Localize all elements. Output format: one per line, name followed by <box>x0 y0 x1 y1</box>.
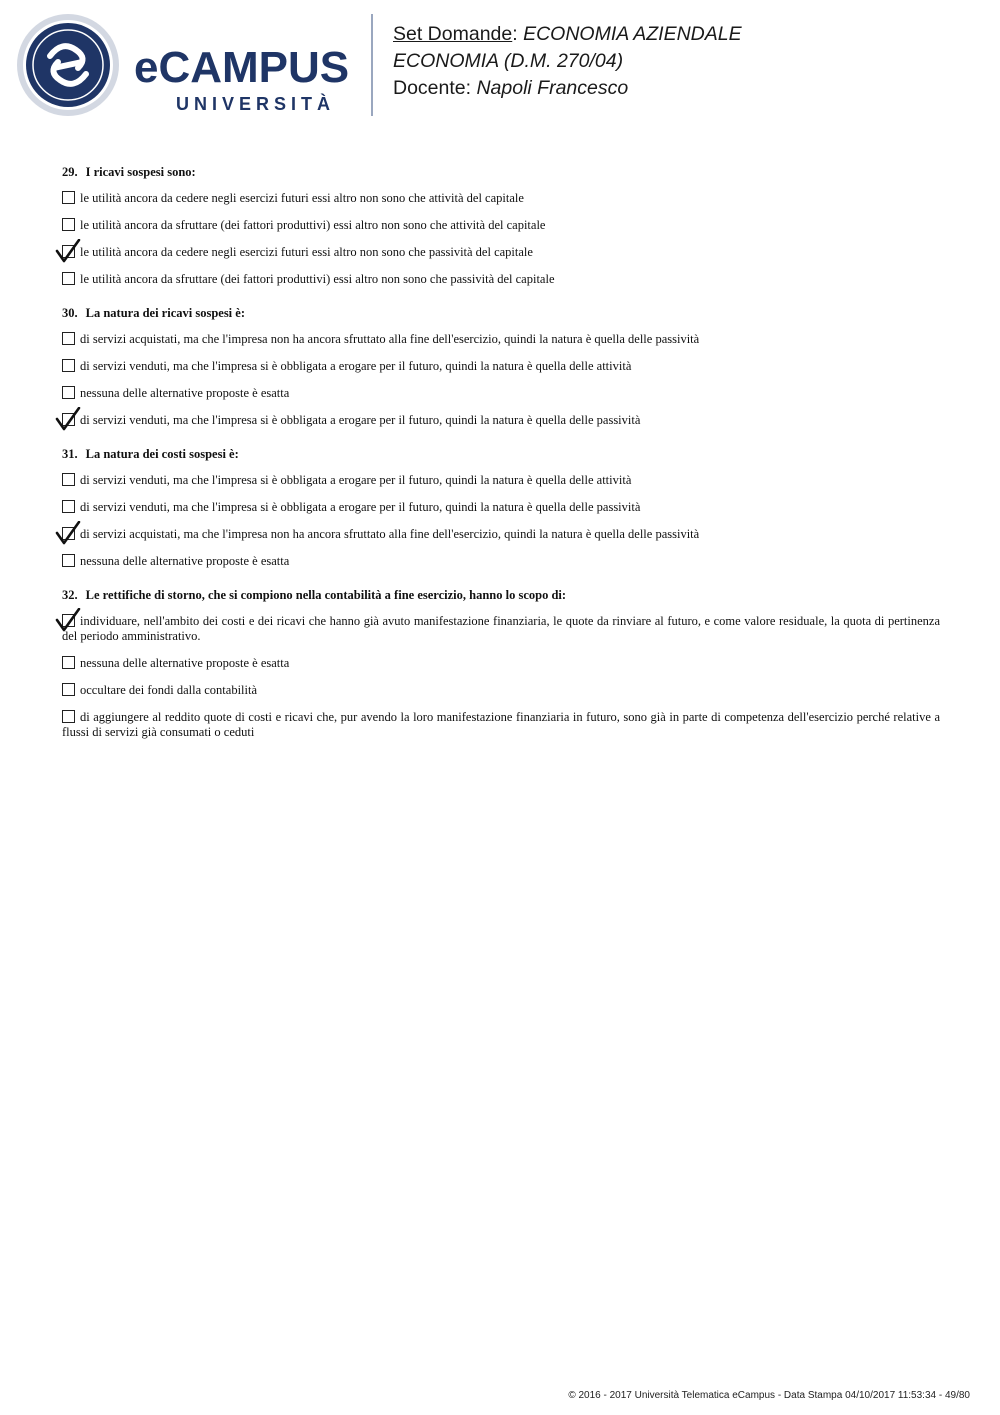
answer-option[interactable] <box>62 218 940 233</box>
checkbox[interactable] <box>62 359 75 372</box>
question-30 <box>62 305 940 428</box>
answer-option[interactable] <box>62 272 940 287</box>
checkbox[interactable] <box>62 710 75 723</box>
question-list <box>62 164 940 758</box>
option-label: di aggiungere al reddito quote di costi e ricavi che, pur avendo la loro manifestazione finanziaria in futuro, sono già in parte di competenza dell'esercizio perché relative a flussi di servizi già consumati o ceduti <box>62 710 940 739</box>
option-label: di servizi acquistati, ma che l'impresa non ha ancora sfruttato alla fine dell'esercizio, quindi la natura è quella delle passività <box>80 527 700 541</box>
option-label: di servizi acquistati, ma che l'impresa non ha ancora sfruttato alla fine dell'esercizio, quindi la natura è quella delle passività <box>80 332 700 346</box>
set-label: Set Domande <box>393 23 513 45</box>
checkbox[interactable] <box>62 272 75 285</box>
question-title <box>62 587 940 603</box>
option-label: le utilità ancora da sfruttare (dei fattori produttivi) essi altro non sono che attività del capitale <box>80 218 546 232</box>
question-number: 32. <box>62 588 78 602</box>
question-text: La natura dei ricavi sospesi è: <box>85 306 245 320</box>
checkbox[interactable] <box>62 332 75 345</box>
option-label: le utilità ancora da cedere negli esercizi futuri essi altro non sono che passività del capitale <box>80 245 533 259</box>
option-label: nessuna delle alternative proposte è esatta <box>80 554 290 568</box>
option-label: di servizi venduti, ma che l'impresa si è obbligata a erogare per il futuro, quindi la natura è quella delle passività <box>80 413 641 427</box>
answer-option[interactable] <box>62 710 940 740</box>
option-label: nessuna delle alternative proposte è esatta <box>80 386 290 400</box>
question-number: 30. <box>62 306 78 320</box>
course-title: ECONOMIA AZIENDALE <box>523 23 742 45</box>
ecampus-logo <box>14 14 360 122</box>
header-divider <box>371 14 373 116</box>
option-label: individuare, nell'ambito dei costi e dei ricavi che hanno già avuto manifestazione finanziaria, le quote da rinviare al futuro, e come valore residuale, la quota di pertinenza del periodo amministrativo. <box>62 614 940 643</box>
program-line <box>393 48 742 75</box>
checkbox[interactable] <box>62 656 75 669</box>
docente-label: Docente: <box>393 77 477 99</box>
question-number: 29. <box>62 165 78 179</box>
answer-option[interactable] <box>62 554 940 569</box>
svg-text:UNIVERSITÀ: UNIVERSITÀ <box>176 94 336 114</box>
question-29 <box>62 164 940 287</box>
checkmark-icon <box>55 239 81 263</box>
svg-text:eCAMPUS: eCAMPUS <box>134 43 350 92</box>
answer-option[interactable] <box>62 359 940 374</box>
answer-option[interactable] <box>62 332 940 347</box>
checkmark-icon <box>55 608 81 632</box>
question-31 <box>62 446 940 569</box>
question-title <box>62 446 940 462</box>
question-text: Le rettifiche di storno, che si compiono nella contabilità a fine esercizio, hanno lo scopo di: <box>85 588 567 602</box>
option-label: di servizi venduti, ma che l'impresa si è obbligata a erogare per il futuro, quindi la natura è quella delle attività <box>80 473 632 487</box>
checkmark-icon <box>55 521 81 545</box>
option-label: le utilità ancora da sfruttare (dei fattori produttivi) essi altro non sono che passività del capitale <box>80 272 555 286</box>
set-line <box>393 21 742 48</box>
question-number: 31. <box>62 447 78 461</box>
answer-option[interactable] <box>62 413 940 428</box>
answer-option[interactable] <box>62 683 940 698</box>
answer-option[interactable] <box>62 500 940 515</box>
answer-option[interactable] <box>62 386 940 401</box>
checkbox[interactable] <box>62 500 75 513</box>
option-label: occultare dei fondi dalla contabilità <box>80 683 258 697</box>
answer-option[interactable] <box>62 191 940 206</box>
option-label: di servizi venduti, ma che l'impresa si è obbligata a erogare per il futuro, quindi la natura è quella delle attività <box>80 359 632 373</box>
question-text: La natura dei costi sospesi è: <box>85 447 239 461</box>
question-text: I ricavi sospesi sono: <box>85 165 196 179</box>
program-name: ECONOMIA (D.M. 270/04) <box>393 50 624 72</box>
option-label: nessuna delle alternative proposte è esatta <box>80 656 290 670</box>
checkbox[interactable] <box>62 554 75 567</box>
answer-option[interactable] <box>62 473 940 488</box>
question-32 <box>62 587 940 740</box>
docente-name: Napoli Francesco <box>476 77 629 99</box>
question-title <box>62 164 940 180</box>
checkbox[interactable] <box>62 218 75 231</box>
checkmark-icon <box>55 407 81 431</box>
answer-option[interactable] <box>62 614 940 644</box>
question-title <box>62 305 940 321</box>
checkbox[interactable] <box>62 386 75 399</box>
option-label: le utilità ancora da cedere negli esercizi futuri essi altro non sono che attività del capitale <box>80 191 524 205</box>
answer-option[interactable] <box>62 527 940 542</box>
answer-option[interactable] <box>62 656 940 671</box>
docente-line <box>393 75 742 102</box>
checkbox[interactable] <box>62 473 75 486</box>
page-footer: © 2016 - 2017 Università Telematica eCampus - Data Stampa 04/10/2017 11:53:34 - 49/80 <box>568 1390 970 1401</box>
checkbox[interactable] <box>62 683 75 696</box>
checkbox[interactable] <box>62 191 75 204</box>
answer-option[interactable] <box>62 245 940 260</box>
set-separator: : <box>512 23 524 45</box>
option-label: di servizi venduti, ma che l'impresa si è obbligata a erogare per il futuro, quindi la natura è quella delle passività <box>80 500 641 514</box>
document-header <box>393 21 742 102</box>
